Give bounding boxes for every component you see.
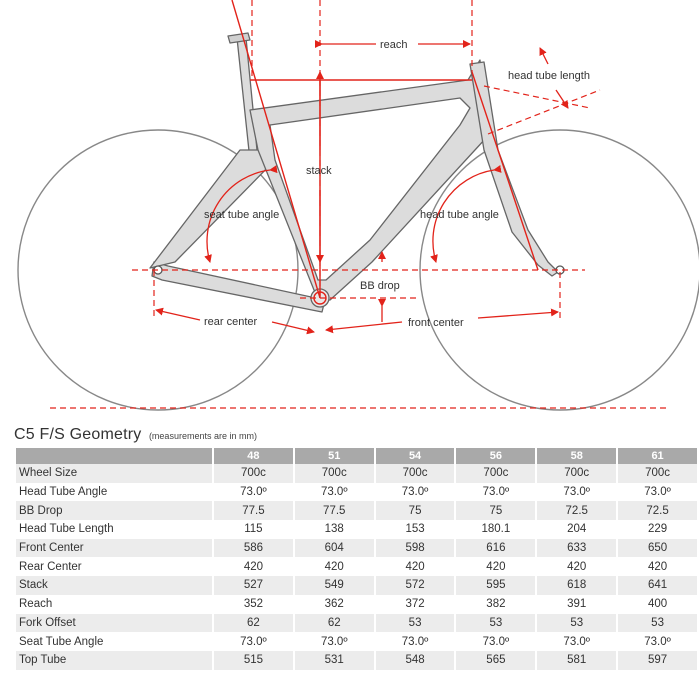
- table-cell: 420: [295, 557, 374, 576]
- table-cell: 650: [618, 539, 697, 558]
- table-cell: 75: [456, 501, 535, 520]
- table-units-note: (measurements are in mm): [148, 431, 257, 441]
- size-header: 61: [618, 448, 697, 464]
- table-cell: 420: [537, 557, 616, 576]
- table-cell: 382: [456, 595, 535, 614]
- table-cell: 53: [376, 614, 455, 633]
- table-row: [16, 595, 697, 614]
- table-cell: 391: [537, 595, 616, 614]
- table-row: [16, 520, 697, 539]
- table-row: [16, 557, 697, 576]
- size-header: 51: [295, 448, 374, 464]
- row-label: Wheel Size: [16, 464, 212, 483]
- label-front-center: front center: [408, 317, 464, 329]
- size-header: 48: [214, 448, 293, 464]
- table-cell: 586: [214, 539, 293, 558]
- geometry-table: [14, 448, 699, 670]
- table-cell: 581: [537, 651, 616, 670]
- label-bb-drop: BB drop: [360, 280, 400, 292]
- table-cell: 700c: [537, 464, 616, 483]
- label-reach: reach: [380, 39, 408, 51]
- row-label: BB Drop: [16, 501, 212, 520]
- size-header: 54: [376, 448, 455, 464]
- table-cell: 73.0º: [214, 632, 293, 651]
- table-cell: 400: [618, 595, 697, 614]
- table-cell: 549: [295, 576, 374, 595]
- table-cell: 700c: [214, 464, 293, 483]
- table-cell: 641: [618, 576, 697, 595]
- table-row: [16, 632, 697, 651]
- table-cell: 115: [214, 520, 293, 539]
- row-label: Reach: [16, 595, 212, 614]
- label-head-tube-angle: head tube angle: [420, 209, 499, 221]
- table-cell: 362: [295, 595, 374, 614]
- table-row: [16, 576, 697, 595]
- row-label: Stack: [16, 576, 212, 595]
- row-label: Front Center: [16, 539, 212, 558]
- table-cell: 180.1: [456, 520, 535, 539]
- row-label: Seat Tube Angle: [16, 632, 212, 651]
- table-cell: 138: [295, 520, 374, 539]
- table-cell: 352: [214, 595, 293, 614]
- table-cell: 616: [456, 539, 535, 558]
- table-cell: 595: [456, 576, 535, 595]
- table-cell: 73.0º: [618, 483, 697, 502]
- table-cell: 62: [214, 614, 293, 633]
- table-cell: 73.0º: [456, 483, 535, 502]
- table-cell: 229: [618, 520, 697, 539]
- table-cell: 420: [376, 557, 455, 576]
- table-cell: 53: [537, 614, 616, 633]
- table-cell: 531: [295, 651, 374, 670]
- table-cell: 73.0º: [376, 483, 455, 502]
- table-cell: 548: [376, 651, 455, 670]
- table-row: [16, 464, 697, 483]
- table-row: [16, 651, 697, 670]
- table-cell: 420: [214, 557, 293, 576]
- table-cell: 77.5: [214, 501, 293, 520]
- table-cell: 604: [295, 539, 374, 558]
- table-cell: 53: [618, 614, 697, 633]
- table-cell: 598: [376, 539, 455, 558]
- table-cell: 565: [456, 651, 535, 670]
- table-cell: 73.0º: [295, 483, 374, 502]
- label-rear-center: rear center: [204, 316, 258, 328]
- table-cell: 72.5: [618, 501, 697, 520]
- row-label: Head Tube Length: [16, 520, 212, 539]
- table-title: C5 F/S Geometry: [14, 426, 142, 443]
- table-cell: 420: [456, 557, 535, 576]
- table-cell: 572: [376, 576, 455, 595]
- table-cell: 77.5: [295, 501, 374, 520]
- row-label: Rear Center: [16, 557, 212, 576]
- table-cell: 633: [537, 539, 616, 558]
- table-cell: 700c: [618, 464, 697, 483]
- row-label: Head Tube Angle: [16, 483, 212, 502]
- table-cell: 597: [618, 651, 697, 670]
- table-cell: 420: [618, 557, 697, 576]
- table-cell: 73.0º: [295, 632, 374, 651]
- label-head-tube-length: head tube length: [508, 70, 590, 82]
- table-cell: 72.5: [537, 501, 616, 520]
- table-row: [16, 539, 697, 558]
- row-label: Top Tube: [16, 651, 212, 670]
- table-cell: 372: [376, 595, 455, 614]
- table-cell: 75: [376, 501, 455, 520]
- table-cell: 700c: [295, 464, 374, 483]
- table-cell: 73.0º: [376, 632, 455, 651]
- table-row: [16, 483, 697, 502]
- table-cell: 153: [376, 520, 455, 539]
- header-corner: [16, 448, 212, 464]
- table-cell: 527: [214, 576, 293, 595]
- geometry-title: [14, 426, 257, 444]
- label-stack: stack: [306, 165, 332, 177]
- size-header: 56: [456, 448, 535, 464]
- table-cell: 62: [295, 614, 374, 633]
- table-header-row: [16, 448, 697, 464]
- table-cell: 73.0º: [537, 483, 616, 502]
- table-row: [16, 614, 697, 633]
- table-cell: 73.0º: [618, 632, 697, 651]
- table-cell: 700c: [376, 464, 455, 483]
- size-header: 58: [537, 448, 616, 464]
- table-cell: 204: [537, 520, 616, 539]
- table-row: [16, 501, 697, 520]
- table-cell: 515: [214, 651, 293, 670]
- row-label: Fork Offset: [16, 614, 212, 633]
- table-cell: 700c: [456, 464, 535, 483]
- table-cell: 73.0º: [214, 483, 293, 502]
- table-cell: 618: [537, 576, 616, 595]
- label-seat-tube-angle: seat tube angle: [204, 209, 280, 221]
- table-cell: 73.0º: [456, 632, 535, 651]
- table-cell: 73.0º: [537, 632, 616, 651]
- table-cell: 53: [456, 614, 535, 633]
